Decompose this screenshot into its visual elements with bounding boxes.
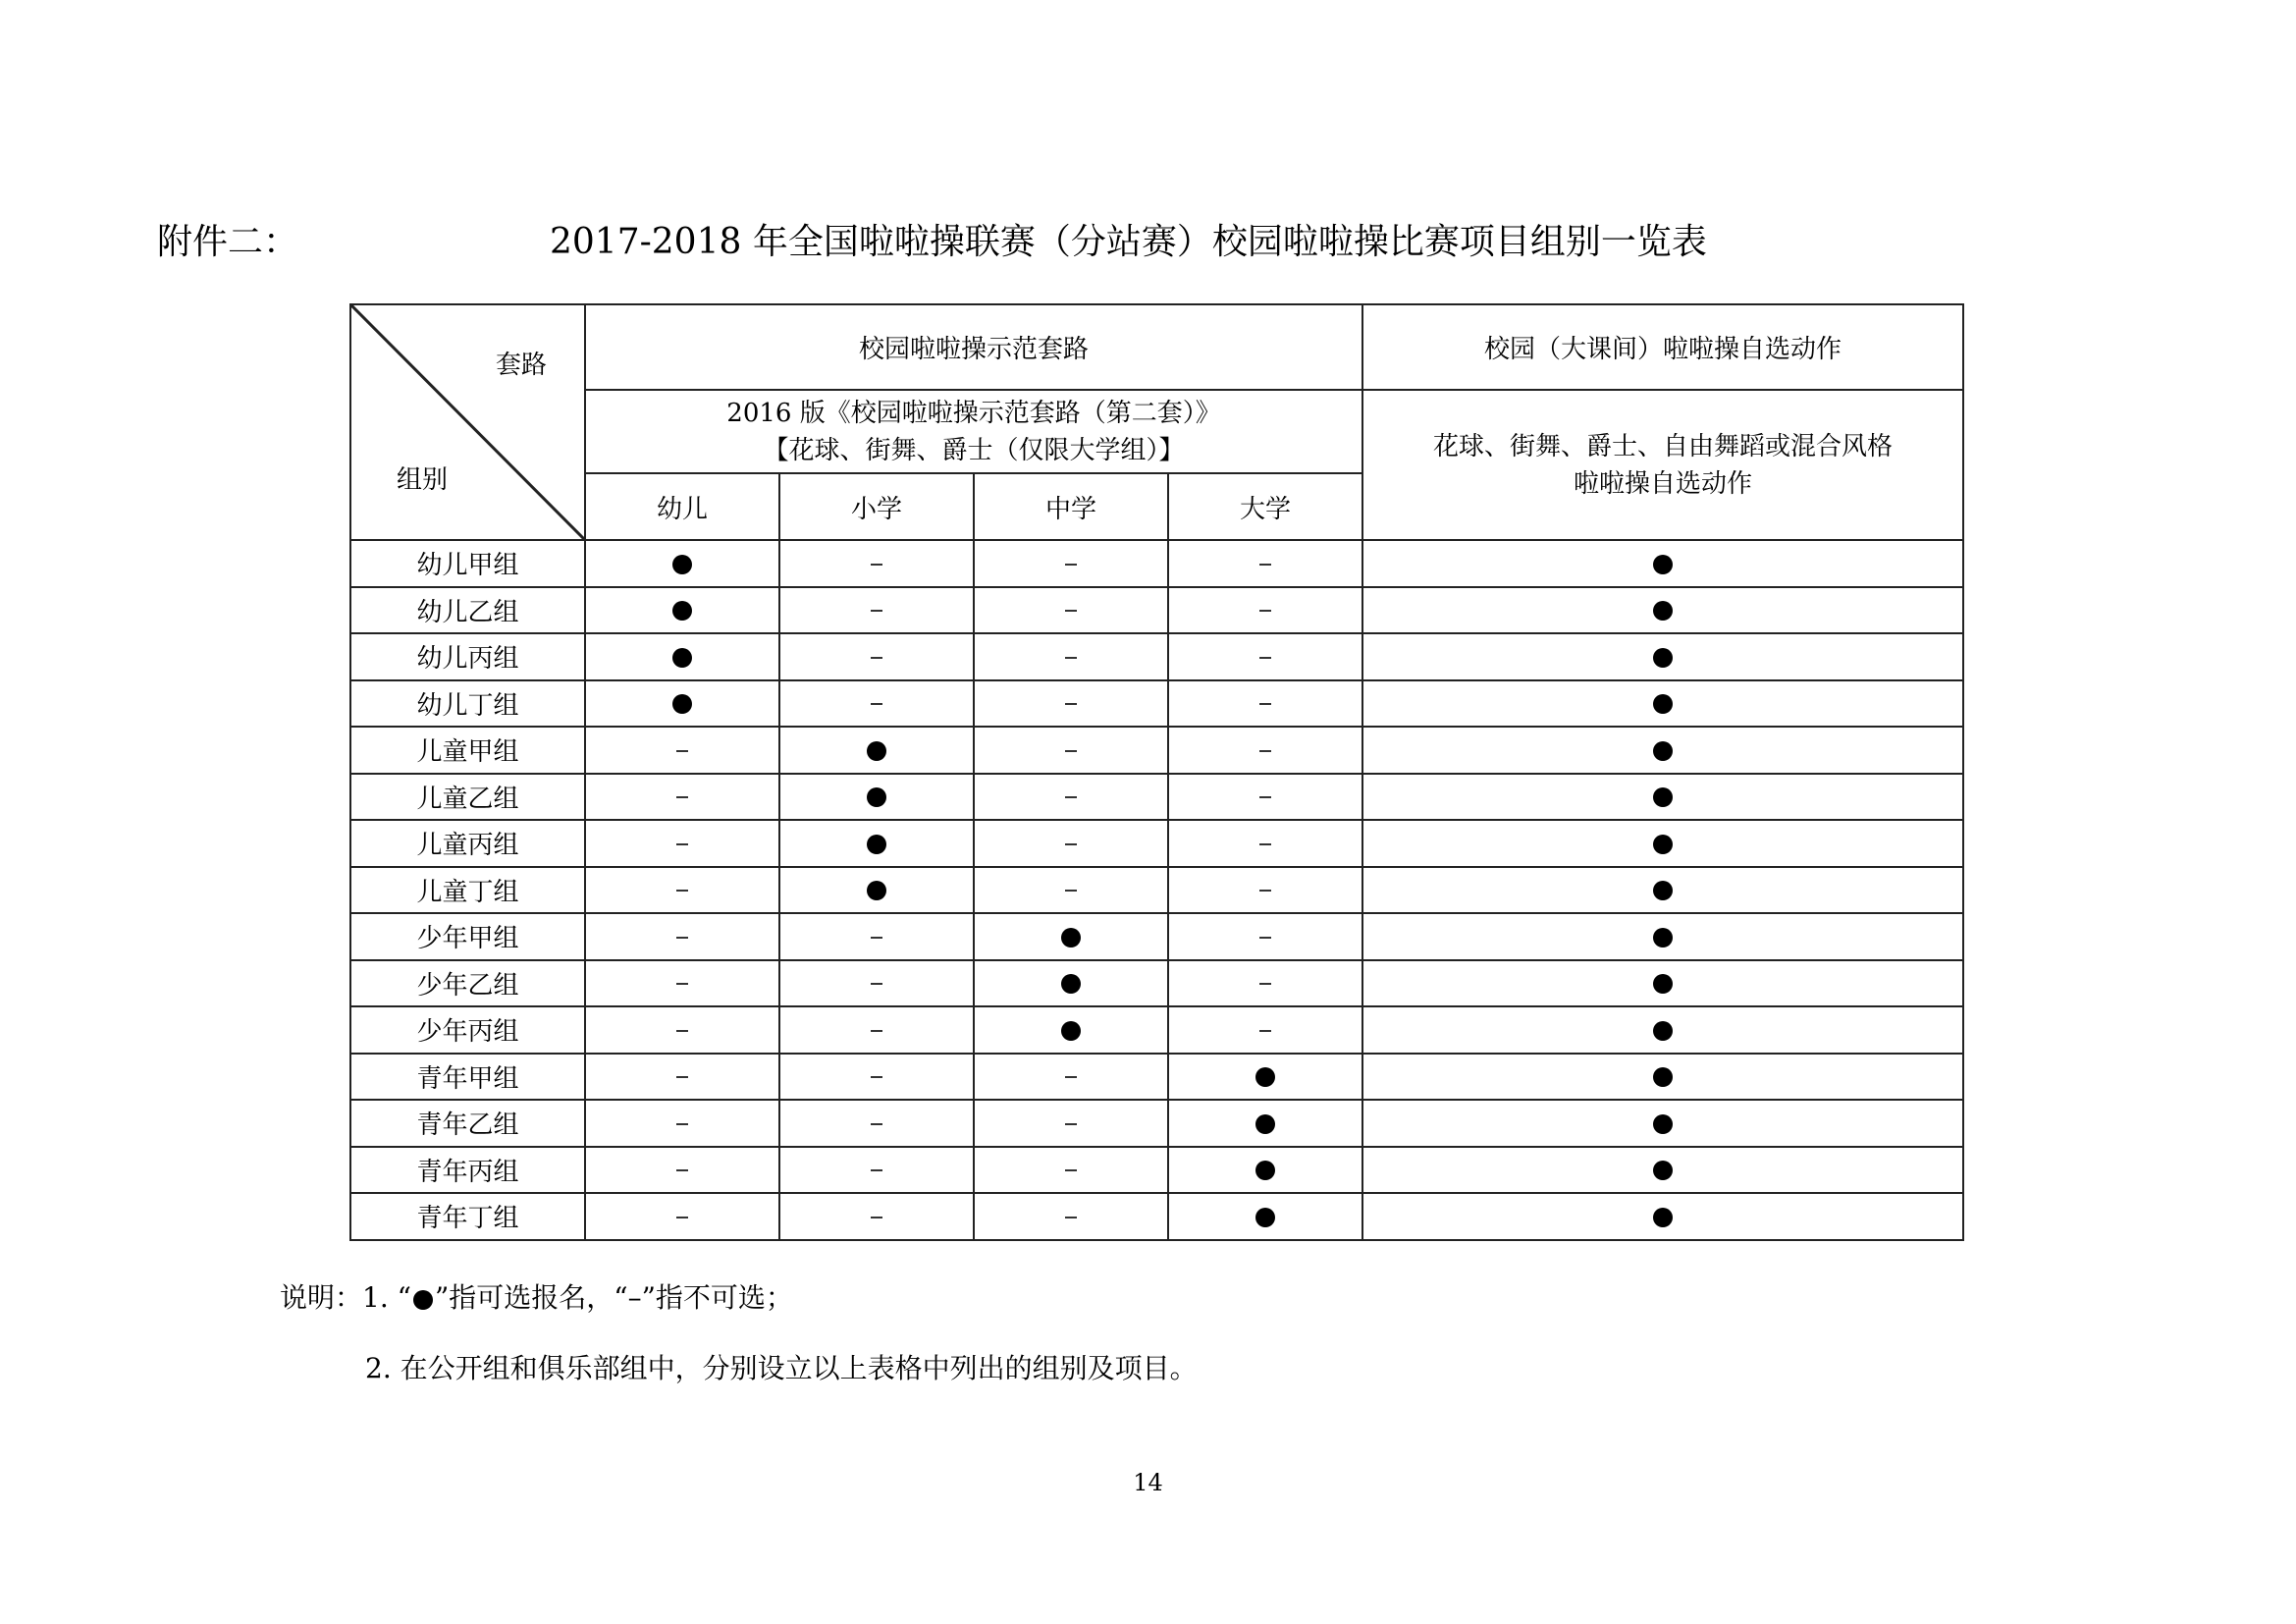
table-cell [585, 633, 779, 680]
selectable-dot-icon [1653, 881, 1673, 900]
not-selectable-dash-icon [1065, 1123, 1077, 1125]
row-group-name: 儿童丁组 [350, 867, 585, 914]
table-cell [974, 1147, 1168, 1194]
table-row [350, 1147, 1963, 1194]
selectable-dot-icon [867, 881, 886, 900]
row-group-name: 青年乙组 [350, 1100, 585, 1147]
row-group-name: 儿童甲组 [350, 727, 585, 774]
free-choice-header: 校园（大课间）啦啦操自选动作 [1362, 304, 1963, 390]
note-2: 2. 在公开组和俱乐部组中，分别设立以上表格中列出的组别及项目。 [365, 1352, 1198, 1384]
table-cell [1362, 1147, 1963, 1194]
table-row [350, 1006, 1963, 1054]
table-cell [1168, 1054, 1362, 1101]
row-group-name: 幼儿甲组 [350, 540, 585, 587]
selectable-dot-icon [672, 601, 692, 621]
table-cell [779, 1147, 974, 1194]
not-selectable-dash-icon [676, 1030, 688, 1032]
table-cell [1362, 867, 1963, 914]
not-selectable-dash-icon [676, 983, 688, 985]
table-cell [779, 633, 974, 680]
selectable-dot-icon [672, 648, 692, 668]
table-cell [1362, 774, 1963, 821]
table-cell [974, 727, 1168, 774]
demo-routine-header: 校园啦啦操示范套路 [585, 304, 1362, 390]
row-group-name: 少年甲组 [350, 913, 585, 960]
not-selectable-dash-icon [871, 937, 882, 939]
selectable-dot-icon [867, 787, 886, 807]
table-cell [1168, 867, 1362, 914]
row-group-name: 青年丁组 [350, 1193, 585, 1240]
not-selectable-dash-icon [676, 796, 688, 798]
selectable-dot-icon [867, 741, 886, 761]
table-row [350, 867, 1963, 914]
table-cell [585, 1006, 779, 1054]
not-selectable-dash-icon [676, 1076, 688, 1078]
not-selectable-dash-icon [676, 843, 688, 845]
selectable-dot-icon [1255, 1114, 1275, 1134]
table-cell [974, 913, 1168, 960]
not-selectable-dash-icon [676, 937, 688, 939]
page-title: 2017-2018 年全国啦啦操联赛（分站赛）校园啦啦操比赛项目组别一览表 [550, 222, 1707, 262]
table-cell [585, 913, 779, 960]
table-cell [974, 960, 1168, 1007]
selectable-dot-icon [1255, 1161, 1275, 1180]
table-cell [974, 1193, 1168, 1240]
not-selectable-dash-icon [871, 1217, 882, 1218]
table-cell [1362, 1054, 1963, 1101]
not-selectable-dash-icon [871, 657, 882, 659]
selectable-dot-icon [1255, 1067, 1275, 1087]
not-selectable-dash-icon [676, 890, 688, 892]
table-row [350, 540, 1963, 587]
row-group-name: 幼儿丙组 [350, 633, 585, 680]
selectable-dot-icon [1653, 1208, 1673, 1227]
not-selectable-dash-icon [676, 1217, 688, 1218]
selectable-dot-icon [1653, 555, 1673, 574]
corner-routine-label: 套路 [495, 351, 547, 380]
not-selectable-dash-icon [1065, 1076, 1077, 1078]
table-cell [1168, 540, 1362, 587]
diagonal-line [351, 305, 586, 541]
table-cell [1168, 1006, 1362, 1054]
row-group-name: 少年乙组 [350, 960, 585, 1007]
table-cell [585, 727, 779, 774]
page-number: 14 [1133, 1469, 1163, 1496]
row-group-name: 儿童丙组 [350, 820, 585, 867]
not-selectable-dash-icon [1259, 610, 1271, 612]
row-group-name: 幼儿乙组 [350, 587, 585, 634]
not-selectable-dash-icon [1259, 703, 1271, 705]
selectable-dot-icon [1653, 1021, 1673, 1041]
table-row [350, 633, 1963, 680]
not-selectable-dash-icon [871, 564, 882, 566]
not-selectable-dash-icon [1259, 890, 1271, 892]
not-selectable-dash-icon [1065, 890, 1077, 892]
level-header: 中学 [974, 473, 1168, 540]
not-selectable-dash-icon [1065, 1169, 1077, 1171]
table-cell [1168, 727, 1362, 774]
free-choice-subheader [1362, 390, 1963, 540]
corner-group-label: 组别 [397, 465, 449, 495]
table-cell [1362, 680, 1963, 728]
level-header: 大学 [1168, 473, 1362, 540]
not-selectable-dash-icon [871, 1123, 882, 1125]
selectable-dot-icon [1255, 1208, 1275, 1227]
row-group-name: 青年甲组 [350, 1054, 585, 1101]
table-cell [779, 867, 974, 914]
table-cell [779, 727, 974, 774]
table-cell [974, 587, 1168, 634]
table-cell [779, 960, 974, 1007]
selectable-dot-icon [672, 694, 692, 714]
demo-routine-styles: 【花球、街舞、爵士（仅限大学组）】 [763, 435, 1185, 465]
table-cell [779, 587, 974, 634]
selectable-dot-icon [867, 835, 886, 854]
attachment-label: 附件二： [157, 222, 299, 262]
table-cell [1168, 587, 1362, 634]
not-selectable-dash-icon [871, 1169, 882, 1171]
free-choice-desc: 啦啦操自选动作 [1573, 468, 1752, 499]
note-1-prefix: 说明：1. “ [280, 1281, 411, 1314]
not-selectable-dash-icon [1259, 750, 1271, 752]
table-cell [1168, 820, 1362, 867]
selectable-dot-icon [1653, 787, 1673, 807]
selectable-dot-icon [1653, 648, 1673, 668]
table-row [350, 960, 1963, 1007]
selectable-dot-icon [413, 1290, 433, 1310]
selectable-dot-icon [1061, 1021, 1081, 1041]
not-selectable-dash-icon [676, 1123, 688, 1125]
table-cell [779, 820, 974, 867]
selectable-dot-icon [1653, 601, 1673, 621]
selectable-dot-icon [1061, 974, 1081, 994]
row-group-name: 青年丙组 [350, 1147, 585, 1194]
not-selectable-dash-icon [1259, 564, 1271, 566]
table-cell [585, 540, 779, 587]
not-selectable-dash-icon [1065, 657, 1077, 659]
table-cell [974, 1054, 1168, 1101]
table-cell [1168, 1100, 1362, 1147]
table-row [350, 680, 1963, 728]
table-cell [974, 680, 1168, 728]
table-cell [779, 1006, 974, 1054]
table-cell [1362, 820, 1963, 867]
note-1 [280, 1276, 793, 1316]
table-cell [585, 960, 779, 1007]
demo-routine-version: 2016 版《校园啦啦操示范套路（第二套）》 [726, 398, 1221, 428]
table-cell [585, 1147, 779, 1194]
not-selectable-dash-icon [1065, 703, 1077, 705]
not-selectable-dash-icon [676, 1169, 688, 1171]
not-selectable-dash-icon [1065, 843, 1077, 845]
table-row [350, 587, 1963, 634]
table-cell [779, 913, 974, 960]
table-cell [1362, 960, 1963, 1007]
table-cell [585, 820, 779, 867]
not-selectable-dash-icon [871, 610, 882, 612]
free-choice-styles: 花球、街舞、爵士、自由舞蹈或混合风格 [1432, 431, 1893, 461]
table-cell [1362, 913, 1963, 960]
events-table [349, 303, 1964, 1241]
table-cell [779, 774, 974, 821]
not-selectable-dash-icon [1065, 796, 1077, 798]
table-cell [1362, 1193, 1963, 1240]
table-cell [1362, 1006, 1963, 1054]
table-cell [1362, 633, 1963, 680]
table-cell [585, 587, 779, 634]
table-row [350, 1193, 1963, 1240]
selectable-dot-icon [1653, 974, 1673, 994]
not-selectable-dash-icon [1259, 937, 1271, 939]
table-body [350, 540, 1963, 1240]
table-cell [974, 820, 1168, 867]
selectable-dot-icon [1653, 928, 1673, 947]
row-group-name: 儿童乙组 [350, 774, 585, 821]
selectable-dot-icon [1653, 694, 1673, 714]
table-row [350, 820, 1963, 867]
table-cell [779, 1054, 974, 1101]
note-1-suffix: ”指可选报名，“–”指不可选； [434, 1281, 793, 1314]
corner-header [350, 304, 585, 540]
not-selectable-dash-icon [1065, 750, 1077, 752]
table-cell [1362, 587, 1963, 634]
selectable-dot-icon [1653, 835, 1673, 854]
table-cell [1362, 727, 1963, 774]
selectable-dot-icon [672, 555, 692, 574]
table-cell [585, 1100, 779, 1147]
table-cell [1168, 913, 1362, 960]
not-selectable-dash-icon [1259, 796, 1271, 798]
not-selectable-dash-icon [871, 1030, 882, 1032]
not-selectable-dash-icon [1065, 1217, 1077, 1218]
table-cell [1168, 960, 1362, 1007]
not-selectable-dash-icon [871, 983, 882, 985]
not-selectable-dash-icon [1065, 610, 1077, 612]
table-cell [585, 867, 779, 914]
demo-routine-subheader [585, 390, 1362, 473]
row-group-name: 幼儿丁组 [350, 680, 585, 728]
table-row [350, 1054, 1963, 1101]
table-cell [1168, 1147, 1362, 1194]
table-row [350, 1100, 1963, 1147]
selectable-dot-icon [1653, 1067, 1673, 1087]
selectable-dot-icon [1653, 1161, 1673, 1180]
table-cell [974, 540, 1168, 587]
table-cell [1168, 633, 1362, 680]
table-row [350, 774, 1963, 821]
not-selectable-dash-icon [1259, 983, 1271, 985]
table-cell [1168, 680, 1362, 728]
table-cell [585, 1193, 779, 1240]
table-cell [974, 774, 1168, 821]
not-selectable-dash-icon [1259, 1030, 1271, 1032]
row-group-name: 少年丙组 [350, 1006, 585, 1054]
not-selectable-dash-icon [676, 750, 688, 752]
table-cell [779, 1193, 974, 1240]
table-cell [585, 774, 779, 821]
table-cell [974, 867, 1168, 914]
level-header: 小学 [779, 473, 974, 540]
table-cell [1168, 774, 1362, 821]
table-cell [974, 633, 1168, 680]
table-cell [1362, 540, 1963, 587]
table-row [350, 727, 1963, 774]
not-selectable-dash-icon [1259, 843, 1271, 845]
table-cell [779, 1100, 974, 1147]
table-cell [974, 1006, 1168, 1054]
not-selectable-dash-icon [1065, 564, 1077, 566]
selectable-dot-icon [1061, 928, 1081, 947]
table-cell [585, 680, 779, 728]
table-cell [779, 680, 974, 728]
table-cell [1362, 1100, 1963, 1147]
table-cell [585, 1054, 779, 1101]
table-row [350, 913, 1963, 960]
selectable-dot-icon [1653, 741, 1673, 761]
table-cell [1168, 1193, 1362, 1240]
not-selectable-dash-icon [1259, 657, 1271, 659]
table-cell [974, 1100, 1168, 1147]
level-header: 幼儿 [585, 473, 779, 540]
not-selectable-dash-icon [871, 703, 882, 705]
table-cell [779, 540, 974, 587]
selectable-dot-icon [1653, 1114, 1673, 1134]
not-selectable-dash-icon [871, 1076, 882, 1078]
